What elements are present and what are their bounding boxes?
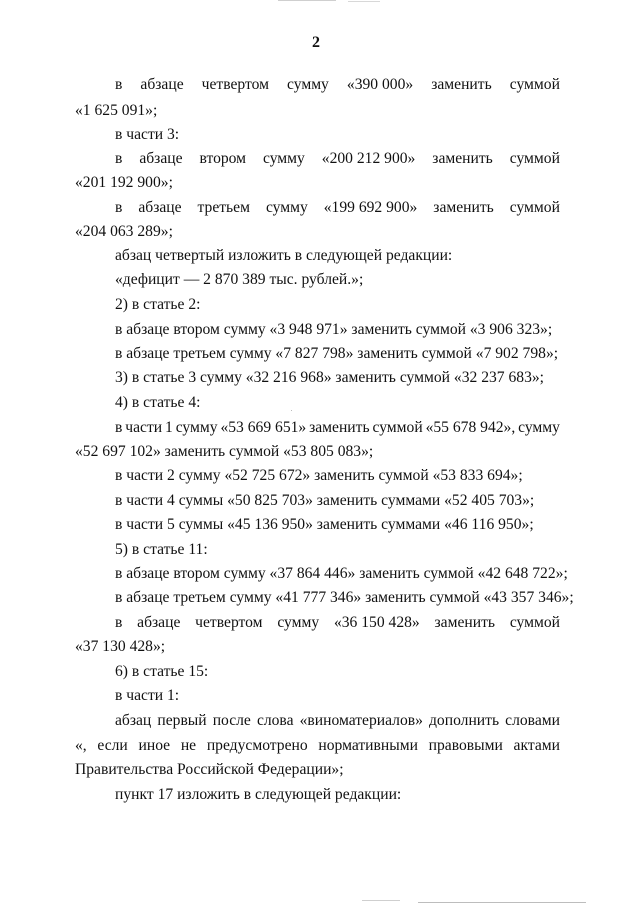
text-line: в абзаце третьем сумму «199 692 900» заменить суммой xyxy=(115,199,560,216)
text-line: в абзаце четвертом сумму «390 000» заменить суммой xyxy=(115,76,560,93)
text-line: в абзаце втором сумму «200 212 900» заменить суммой xyxy=(115,150,560,167)
text-line: «52 697 102» заменить суммой «53 805 083»; xyxy=(75,443,374,460)
scan-edge-line xyxy=(418,902,586,903)
text-line: «, если иное не предусмотрено нормативными правовыми актами xyxy=(75,737,560,754)
text-line: «37 130 428»; xyxy=(75,638,166,655)
text-line: абзац первый после слова «виноматериалов» дополнить словами xyxy=(115,712,560,729)
text-line: в части 3: xyxy=(115,126,180,143)
text-line: 5) в статье 11: xyxy=(115,541,208,558)
text-line: в абзаце четвертом сумму «36 150 428» заменить суммой xyxy=(115,614,560,631)
text-line: Правительства Российской Федерации»; xyxy=(75,761,344,778)
scan-edge-line xyxy=(278,0,336,1)
text-line: в части 1 сумму «53 669 651» заменить суммой «55 678 942», сумму xyxy=(115,419,560,436)
scan-edge-line xyxy=(348,1,380,2)
text-line: в абзаце втором сумму «3 948 971» заменить суммой «3 906 323»; xyxy=(115,321,553,338)
text-line: в абзаце третьем сумму «7 827 798» заменить суммой «7 902 798»; xyxy=(115,345,559,362)
text-line: 2) в статье 2: xyxy=(115,296,201,313)
page-number: 2 xyxy=(312,34,320,51)
text-line: 3) в статье 3 сумму «32 216 968» заменить суммой «32 237 683»; xyxy=(115,369,545,386)
text-line: абзац четвертый изложить в следующей редакции: xyxy=(115,247,453,264)
text-line: в абзаце втором сумму «37 864 446» заменить суммой «42 648 722»; xyxy=(115,565,568,582)
scan-speck xyxy=(291,410,292,411)
text-line: «дефицит — 2 870 389 тыс. рублей.»; xyxy=(115,271,364,288)
scan-edge-line xyxy=(362,900,400,901)
text-line: в части 1: xyxy=(115,687,180,704)
text-line: «204 063 289»; xyxy=(75,223,173,240)
text-line: в части 5 суммы «45 136 950» заменить суммами «46 116 950»; xyxy=(115,516,534,533)
text-line: в части 2 сумму «52 725 672» заменить суммой «53 833 694»; xyxy=(115,467,523,484)
text-line: «1 625 091»; xyxy=(75,102,158,119)
text-line: «201 192 900»; xyxy=(75,174,173,191)
text-line: в части 4 суммы «50 825 703» заменить суммами «52 405 703»; xyxy=(115,492,535,509)
text-line: в абзаце третьем сумму «41 777 346» заменить суммой «43 357 346»; xyxy=(115,589,574,606)
text-line: 6) в статье 15: xyxy=(115,663,209,680)
text-line: пункт 17 изложить в следующей редакции: xyxy=(115,786,402,803)
text-line: 4) в статье 4: xyxy=(115,394,201,411)
